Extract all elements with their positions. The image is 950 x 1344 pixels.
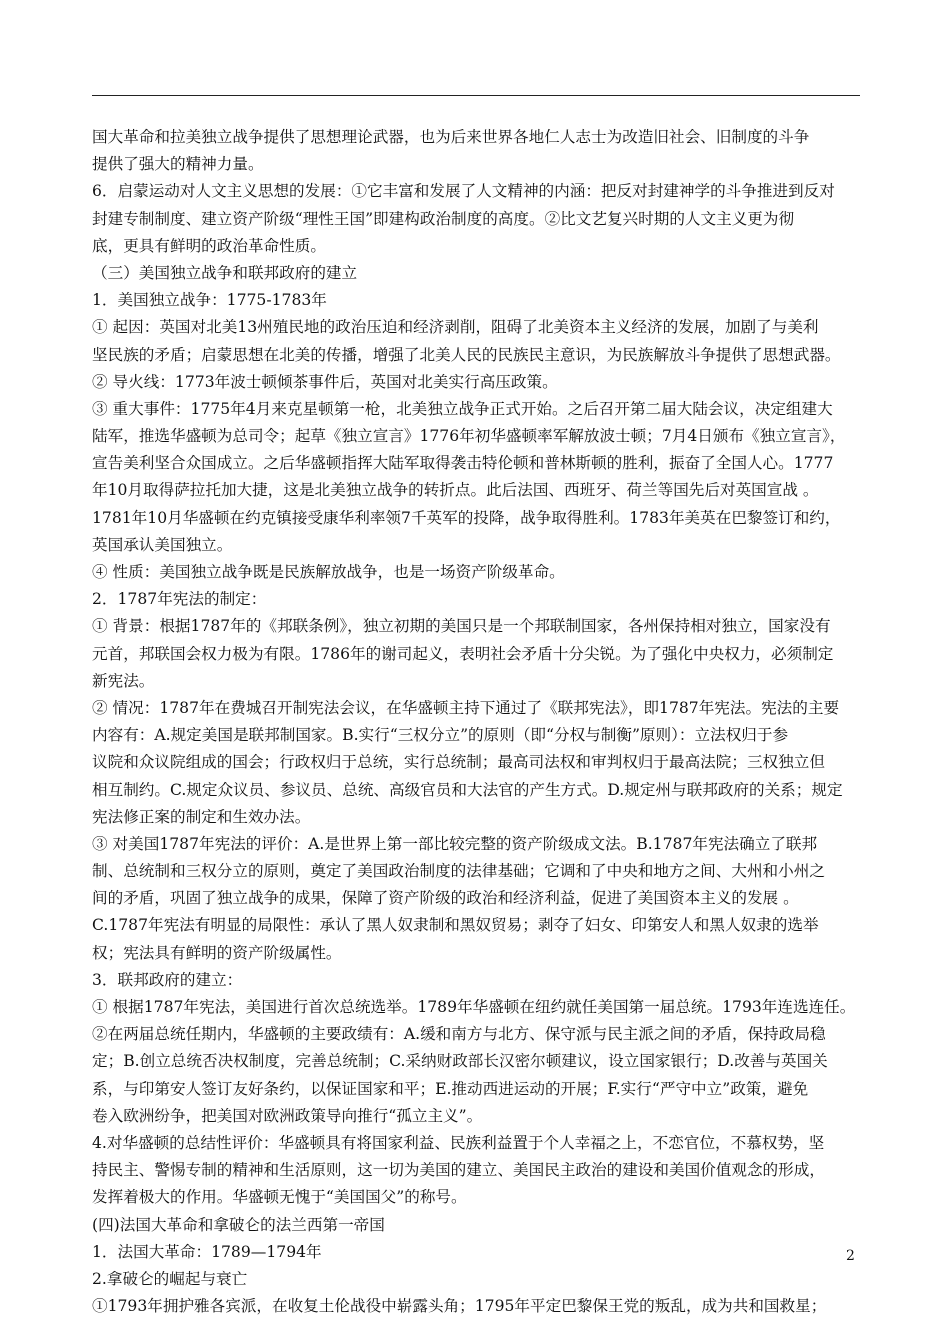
text-line: 封建专制制度、建立资产阶级“理性王国”即建构政治制度的高度。②比文艺复兴时期的人文主义更为彻 (92, 209, 795, 228)
text-line: 坚民族的矛盾；启蒙思想在北美的传播，增强了北美人民的民族民主意识，为民族解放斗争提供了思想武器。 (92, 345, 841, 364)
text-line: 2．1787年宪法的制定： (92, 590, 267, 609)
text-line: 相互制约。C.规定众议员、参议员、总统、高级官员和大法官的产生方式。D.规定州与联邦政府的关系；规定 (92, 780, 843, 799)
page-number: 2 (846, 1248, 855, 1264)
text-line: 发挥着极大的作用。华盛顿无愧于“美国国父”的称号。 (92, 1188, 467, 1207)
text-line: C.1787年宪法有明显的局限性：承认了黑人奴隶制和黑奴贸易；剥夺了妇女、印第安人和黑人奴隶的选举 (92, 916, 819, 935)
text-line: 国大革命和拉美独立战争提供了思想理论武器，也为后来世界各地仁人志士为改造旧社会、旧制度的斗争 (92, 128, 810, 146)
text-line: 英国承认美国独立。 (92, 535, 233, 554)
text-line: 陆军，推选华盛顿为总司令；起草《独立宣言》1776年初华盛顿率军解放波士顿；7月4日颁布《独立宣言》， (92, 427, 846, 446)
text-line: ②在两届总统任期内，华盛顿的主要政绩有：A.缓和南方与北方、保守派与民主派之间的矛盾，保持政局稳 (92, 1025, 826, 1044)
text-line: 1．法国大革命：1789—1794年 (92, 1242, 322, 1261)
text-line: 权；宪法具有鲜明的资产阶级属性。 (92, 943, 342, 962)
text-line: ③ 对美国1787年宪法的评价：A.是世界上第一部比较完整的资产阶级成文法。B.1787年宪法确立了联邦 (92, 834, 818, 853)
text-line: 宪法修正案的制定和生效办法。 (92, 807, 311, 826)
text-line: ① 根据1787年宪法，美国进行首次总统选举。1789年华盛顿在纽约就任美国第一届总统。1793年连选连任。 (92, 998, 856, 1016)
text-line: ② 导火线：1773年波士顿倾茶事件后，英国对北美实行高压政策。 (92, 372, 558, 391)
text-line: 底，更具有鲜明的政治革命性质。 (92, 236, 326, 255)
document-body (92, 124, 862, 1320)
text-line: 新宪法。 (92, 671, 155, 690)
text-line: 提供了强大的精神力量。 (92, 155, 264, 174)
text-line: 4.对华盛顿的总结性评价：华盛顿具有将国家利益、民族利益置于个人幸福之上，不恋官位，不慕权势，坚 (92, 1133, 825, 1152)
text-line: 宣告美利坚合众国成立。之后华盛顿指挥大陆军取得袭击特伦顿和普林斯顿的胜利，振奋了全国人心。1777 (92, 454, 834, 473)
text-line: ① 背景：根据1787年的《邦联条例》，独立初期的美国只是一个邦联制国家，各州保持相对独立，国家没有 (92, 617, 831, 636)
text-line: 年10月取得萨拉托加大捷，这是北美独立战争的转折点。此后法国、西班牙、荷兰等国先后对英国宣战 。 (92, 481, 819, 500)
text-line: ② 情况：1787年在费城召开制宪法会议，在华盛顿主持下通过了《联邦宪法》，即1787年宪法。宪法的主要 (92, 698, 840, 717)
text-line: 内容有：A.规定美国是联邦制国家。B.实行“三权分立”的原则（即“分权与制衡”原则）：立法权归于参 (92, 726, 789, 745)
text-line: ③ 重大事件：1775年4月来克星顿第一枪，北美独立战争正式开始。之后召开第二届大陆会议，决定组建大 (92, 399, 833, 418)
header-rule (92, 95, 860, 96)
text-line: ④ 性质：美国独立战争既是民族解放战争，也是一场资产阶级革命。 (92, 563, 565, 581)
text-line: ① 起因：英国对北美13州殖民地的政治压迫和经济剥削，阻碍了北美资本主义经济的发展，加剧了与美利 (92, 318, 819, 337)
text-line: 间的矛盾，巩固了独立战争的成果，保障了资产阶级的政治和经济利益，促进了美国资本主义的发展 。 (92, 889, 799, 908)
text-line: 1781年10月华盛顿在约克镇接受康华利率领7千英军的投降，战争取得胜利。1783年美英在巴黎签订和约， (92, 508, 841, 527)
text-line: 1．美国独立战争：1775-1783年 (92, 291, 327, 310)
text-line: 持民主、警惕专制的精神和生活原则，这一切为美国的建立、美国民主政治的建设和美国价值观念的形成， (92, 1161, 825, 1180)
text-line: 制、总统制和三权分立的原则，奠定了美国政治制度的法律基础；它调和了中央和地方之间、大州和小州之 (92, 862, 825, 881)
text-line: 定；B.创立总统否决权制度，完善总统制；C.采纳财政部长汉密尔顿建议，设立国家银行；D.改善与英国关 (92, 1052, 828, 1071)
text-line: 卷入欧洲纷争，把美国对欧洲政策导向推行“孤立主义”。 (92, 1106, 483, 1125)
text-line: 系，与印第安人签订友好条约，以保证国家和平；E.推动西进运动的开展；F.实行“严守中立”政策，避免 (92, 1079, 809, 1098)
text-line: 2.拿破仑的崛起与衰亡 (92, 1269, 248, 1288)
text-line: (四)法国大革命和拿破仑的法兰西第一帝国 (92, 1215, 385, 1234)
text-line: 元首，邦联国会权力极为有限。1786年的谢司起义，表明社会矛盾十分尖锐。为了强化中央权力，必须制定 (92, 644, 834, 663)
text-line: 议院和众议院组成的国会；行政权归于总统，实行总统制；最高司法权和审判权归于最高法院；三权独立但 (92, 753, 825, 772)
text-line: 6．启蒙运动对人文主义思想的发展：①它丰富和发展了人文精神的内涵：把反对封建神学的斗争推进到反对 (92, 182, 835, 201)
text-line: ①1793年拥护雅各宾派，在收复土伦战役中崭露头角；1795年平定巴黎保王党的叛乱，成为共和国救星； (92, 1297, 827, 1316)
text-line: （三）美国独立战争和联邦政府的建立 (92, 263, 358, 282)
text-line: 3．联邦政府的建立： (92, 970, 243, 989)
